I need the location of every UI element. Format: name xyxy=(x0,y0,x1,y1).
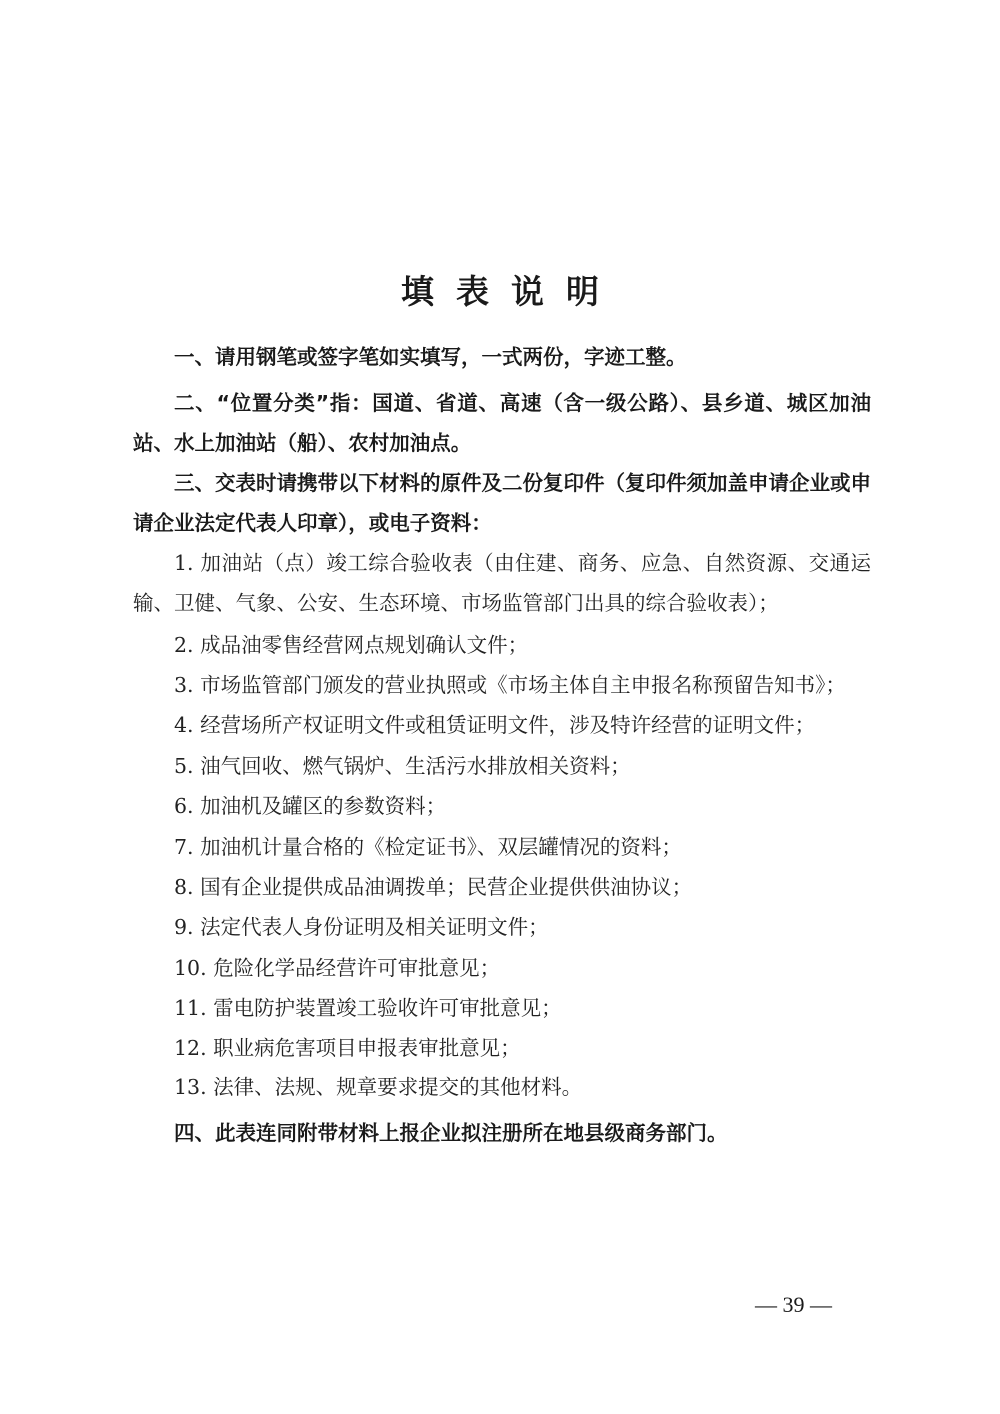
material-item-1: 1. 加油站（点）竣工综合验收表（由住建、商务、应急、自然资源、交通运输、卫健、气象、公安、生态环境、市场监管部门出具的综合验收表）； xyxy=(133,551,871,615)
material-item-6: 6. 加油机及罐区的参数资料； xyxy=(174,794,447,818)
material-item-10: 10. 危险化学品经营许可审批意见； xyxy=(174,956,501,980)
material-item-7: 7. 加油机计量合格的《检定证书》、双层罐情况的资料； xyxy=(174,835,682,859)
material-item-2: 2. 成品油零售经营网点规划确认文件； xyxy=(174,633,529,657)
material-item-11: 11. 雷电防护装置竣工验收许可审批意见； xyxy=(174,996,562,1020)
material-item-9: 9. 法定代表人身份证明及相关证明文件； xyxy=(174,915,549,939)
material-item-12: 12. 职业病危害项目申报表审批意见； xyxy=(174,1036,521,1060)
material-item-3: 3. 市场监管部门颁发的营业执照或《市场主体自主申报名称预留告知书》； xyxy=(174,673,846,697)
instruction-3: 三、交表时请携带以下材料的原件及二份复印件（复印件须加盖申请企业或申请企业法定代表人印章），或电子资料： xyxy=(133,471,871,535)
material-item-13: 13. 法律、法规、规章要求提交的其他材料。 xyxy=(174,1075,583,1099)
page-title: 填表说明 xyxy=(401,272,621,311)
material-item-4: 4. 经营场所产权证明文件或租赁证明文件，涉及特许经营的证明文件； xyxy=(174,713,816,737)
material-item-8: 8. 国有企业提供成品油调拨单；民营企业提供供油协议； xyxy=(174,875,693,899)
instruction-4: 四、此表连同附带材料上报企业拟注册所在地县级商务部门。 xyxy=(174,1121,728,1145)
page-number: — 39 — xyxy=(755,1292,832,1317)
instruction-2: 二、“位置分类”指：国道、省道、高速（含一级公路）、县乡道、城区加油站、水上加油站（船）、农村加油点。 xyxy=(133,391,871,455)
material-item-5: 5. 油气回收、燃气锅炉、生活污水排放相关资料； xyxy=(174,754,631,778)
instruction-1: 一、请用钢笔或签字笔如实填写，一式两份，字迹工整。 xyxy=(174,345,687,369)
